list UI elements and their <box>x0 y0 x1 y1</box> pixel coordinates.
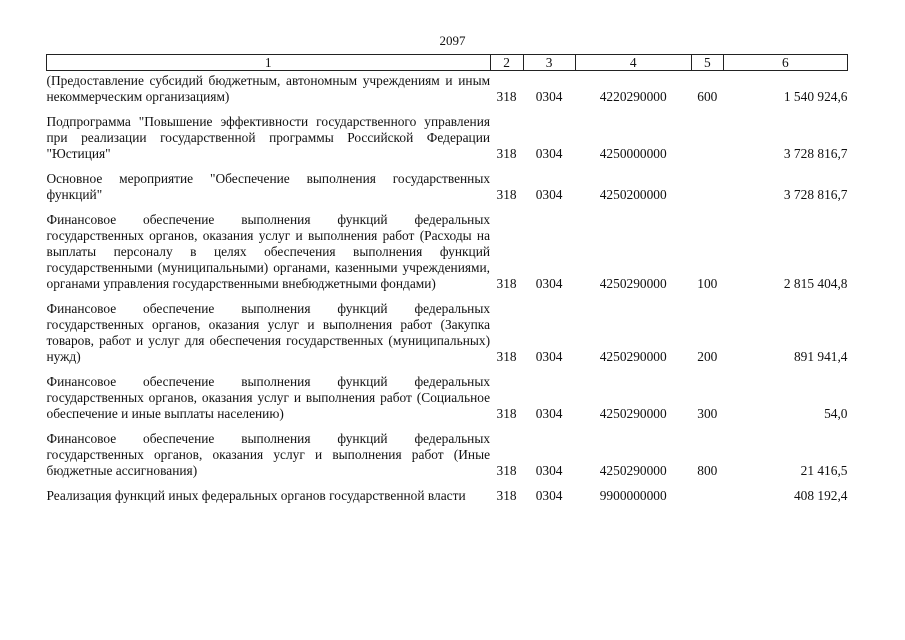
row-amount: 2 815 404,8 <box>783 276 848 291</box>
row-description: Финансовое обеспечение выполнения функций федеральных государственных органов, оказания услуг и выполнения работ (Социальное обеспечение и иные выплаты населению) <box>46 374 491 421</box>
row-col3: 0304 <box>535 146 563 161</box>
row-amount: 3 728 816,7 <box>783 146 848 161</box>
table-row <box>47 171 848 203</box>
row-col5 <box>691 171 723 203</box>
row-col2: 318 <box>496 463 517 478</box>
row-amount: 1 540 924,6 <box>783 89 848 104</box>
row-amount: 891 941,4 <box>793 349 848 364</box>
table-row <box>47 212 848 292</box>
page-number: 2097 <box>439 33 466 48</box>
row-col3: 0304 <box>535 187 563 202</box>
row-amount: 408 192,4 <box>793 488 848 503</box>
table-header-row <box>47 55 848 71</box>
row-description: (Предоставление субсидий бюджетным, автономным учреждениям и иным некоммерческим организациям) <box>46 73 491 104</box>
row-col4: 4220290000 <box>599 89 667 104</box>
row-col4: 4250290000 <box>599 406 667 421</box>
row-description: Основное мероприятие "Обеспечение выполнения государственных функций" <box>46 171 491 202</box>
row-col5 <box>691 488 723 504</box>
header-cell: 4 <box>575 55 691 71</box>
row-col4: 9900000000 <box>599 488 667 503</box>
table-row <box>47 114 848 162</box>
row-col3: 0304 <box>535 276 563 291</box>
table-row <box>47 301 848 365</box>
row-col2: 318 <box>496 406 517 421</box>
row-amount: 3 728 816,7 <box>783 187 848 202</box>
row-col4: 4250290000 <box>599 463 667 478</box>
row-col2: 318 <box>496 349 517 364</box>
header-cell: 6 <box>723 55 847 71</box>
row-col2: 318 <box>496 89 517 104</box>
row-description: Реализация функций иных федеральных органов государственной власти <box>46 488 466 503</box>
row-col3: 0304 <box>535 89 563 104</box>
row-col4: 4250000000 <box>599 146 667 161</box>
row-col5: 200 <box>697 349 718 364</box>
row-col5: 600 <box>697 89 718 104</box>
row-col5 <box>691 114 723 162</box>
row-description: Финансовое обеспечение выполнения функций федеральных государственных органов, оказания услуг и выполнения работ (Расходы на выплаты персоналу в целях обеспечения выполнения функций государственными (муниципальными) органами, казенными учреждениями, органами управления государственными внебюджетными фондами) <box>46 212 491 291</box>
header-cell: 1 <box>47 55 491 71</box>
row-description: Финансовое обеспечение выполнения функций федеральных государственных органов, оказания услуг и выполнения работ (Закупка товаров, работ и услуг для обеспечения государственных (муниципальных) нужд) <box>46 301 491 364</box>
header-cell: 2 <box>490 55 523 71</box>
row-col4: 4250200000 <box>599 187 667 202</box>
row-col5: 800 <box>697 463 718 478</box>
row-col5: 300 <box>697 406 718 421</box>
table-row <box>47 431 848 479</box>
row-col2: 318 <box>496 187 517 202</box>
row-col2: 318 <box>496 146 517 161</box>
table-row <box>47 71 848 106</box>
row-col4: 4250290000 <box>599 349 667 364</box>
row-amount: 54,0 <box>824 406 848 421</box>
header-cell: 3 <box>523 55 575 71</box>
row-col5: 100 <box>697 276 718 291</box>
row-amount: 21 416,5 <box>800 463 848 478</box>
budget-table <box>46 54 848 504</box>
table-row <box>47 374 848 422</box>
row-col3: 0304 <box>535 463 563 478</box>
row-description: Финансовое обеспечение выполнения функций федеральных государственных органов, оказания услуг и выполнения работ (Иные бюджетные ассигнования) <box>46 431 491 478</box>
row-col3: 0304 <box>535 406 563 421</box>
table-row <box>47 488 848 504</box>
row-col3: 0304 <box>535 349 563 364</box>
row-col2: 318 <box>496 276 517 291</box>
row-col2: 318 <box>496 488 517 503</box>
header-cell: 5 <box>691 55 723 71</box>
row-col3: 0304 <box>535 488 563 503</box>
row-col4: 4250290000 <box>599 276 667 291</box>
row-description: Подпрограмма "Повышение эффективности государственного управления при реализации государственной программы Российской Федерации "Юстиция" <box>46 114 491 161</box>
